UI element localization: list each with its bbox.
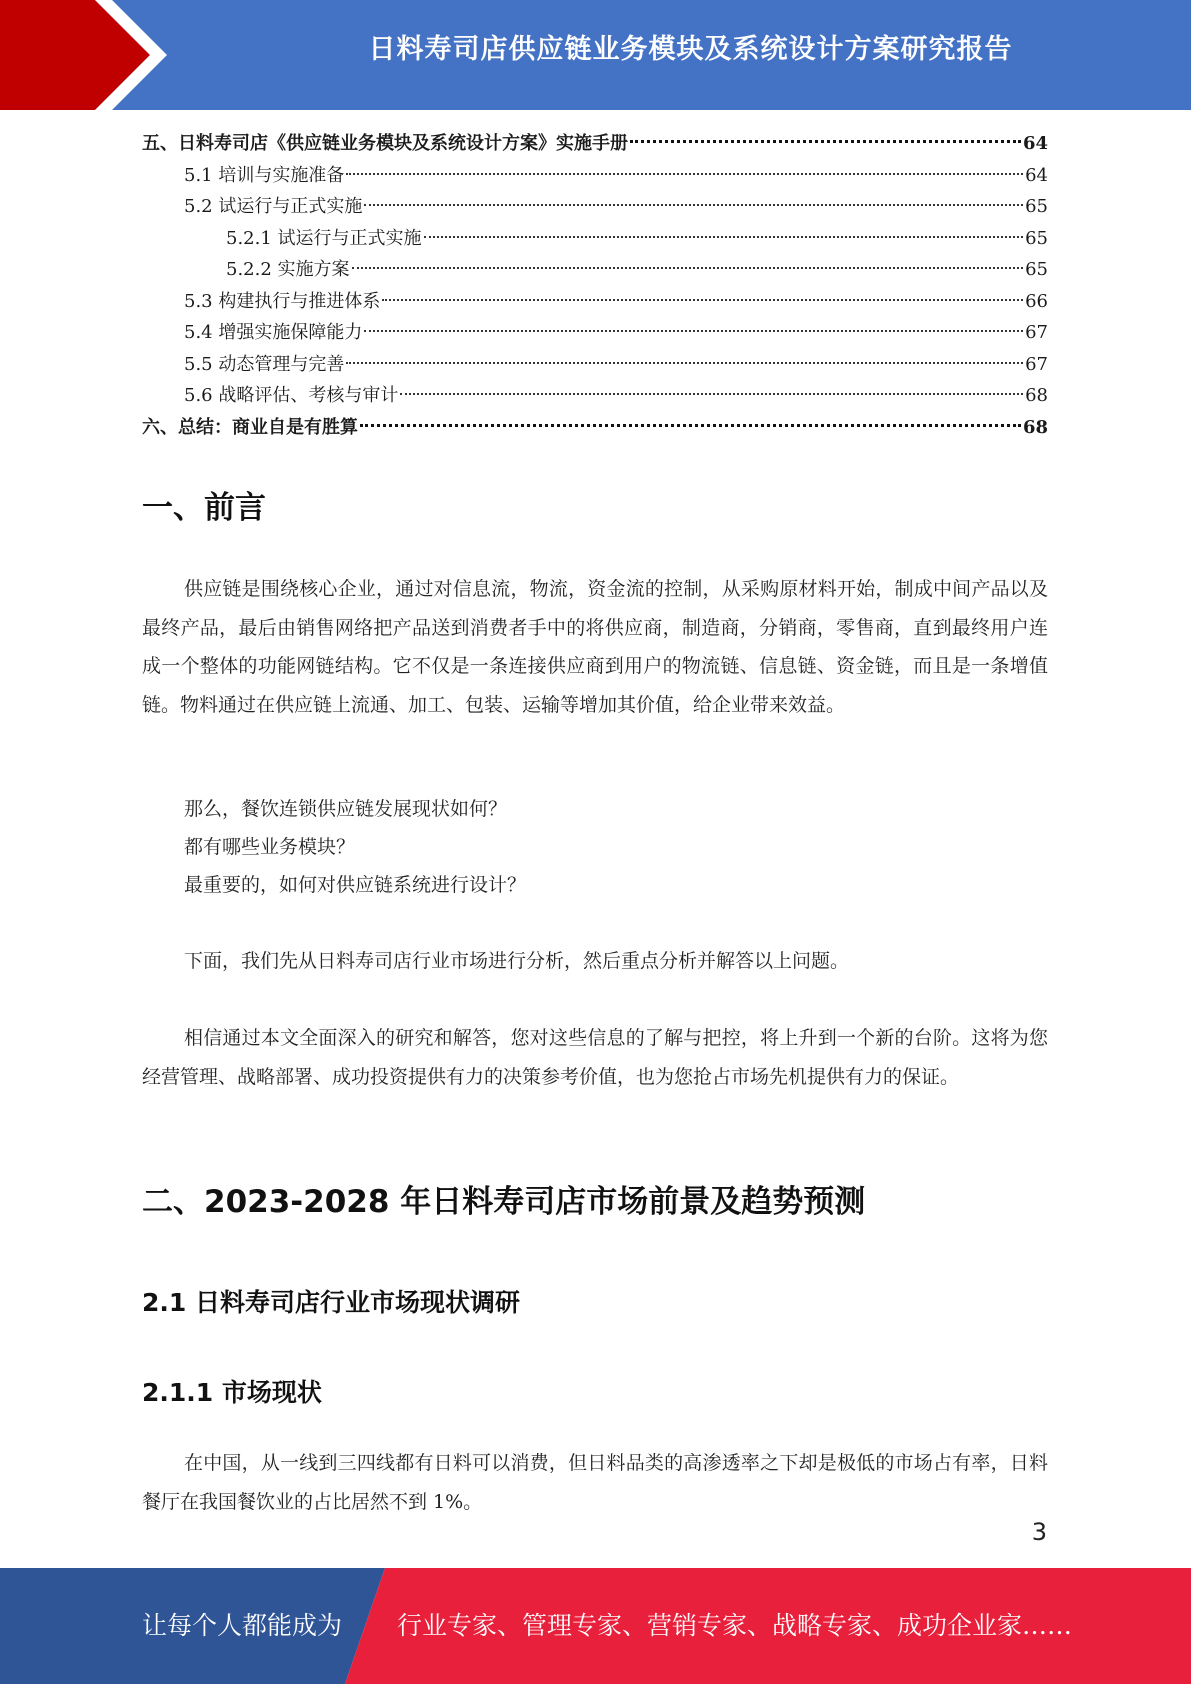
toc-entry-page: 65 bbox=[1025, 196, 1048, 217]
page-number: 3 bbox=[1031, 1518, 1047, 1546]
table-of-contents bbox=[142, 128, 1048, 443]
toc-entry[interactable] bbox=[142, 317, 1048, 349]
paragraph-intro-analysis: 下面，我们先从日料寿司店行业市场进行分析，然后重点分析并解答以上问题。 bbox=[184, 950, 850, 972]
toc-dot-leader bbox=[424, 236, 1024, 238]
toc-entry[interactable] bbox=[142, 160, 1048, 192]
toc-entry-title: 5.2 试运行与正式实施 bbox=[184, 196, 363, 217]
toc-entry[interactable] bbox=[142, 223, 1048, 255]
toc-dot-leader bbox=[630, 140, 1021, 143]
toc-entry-page: 67 bbox=[1025, 322, 1048, 343]
toc-entry-title: 六、总结：商业自是有胜算 bbox=[142, 416, 358, 438]
toc-dot-leader bbox=[346, 173, 1023, 175]
subsection-heading-market-status: 2.1.1 市场现状 bbox=[142, 1378, 322, 1407]
page-footer bbox=[0, 1568, 1191, 1684]
toc-dot-leader bbox=[364, 204, 1023, 206]
subsection-heading-market-survey: 2.1 日料寿司店行业市场现状调研 bbox=[142, 1288, 520, 1317]
paragraph-value-statement: 相信通过本文全面深入的研究和解答，您对这些信息的了解与把控，将上升到一个新的台阶。这将为您经营管理、战略部署、成功投资提供有力的决策参考价值，也为您抢占市场先机提供有力的保证。 bbox=[142, 1027, 1048, 1088]
toc-entry-page: 64 bbox=[1025, 164, 1048, 186]
toc-entry-page: 65 bbox=[1025, 227, 1048, 249]
section-heading-market-outlook: 二、2023-2028 年日料寿司店市场前景及趋势预测 bbox=[142, 1184, 866, 1220]
question-line: 那么，餐饮连锁供应链发展现状如何？ bbox=[184, 798, 508, 820]
document-title: 日料寿司店供应链业务模块及系统设计方案研究报告 bbox=[368, 34, 1013, 65]
toc-entry-title: 5.1 培训与实施准备 bbox=[184, 164, 345, 186]
question-line: 都有哪些业务模块？ bbox=[184, 836, 356, 858]
toc-entry[interactable] bbox=[142, 254, 1048, 286]
toc-entry-title: 5.3 构建执行与推进体系 bbox=[184, 290, 381, 312]
footer-slogan-right: 行业专家、管理专家、营销专家、战略专家、成功企业家…… bbox=[397, 1611, 1073, 1640]
toc-entry-page: 64 bbox=[1022, 133, 1048, 154]
toc-dot-leader bbox=[346, 362, 1023, 364]
toc-dot-leader bbox=[364, 330, 1023, 332]
paragraph-market-status: 在中国，从一线到三四线都有日料可以消费，但日料品类的高渗透率之下却是极低的市场占有率，日料餐厅在我国餐饮业的占比居然不到 1%。 bbox=[142, 1452, 1048, 1513]
question-line: 最重要的，如何对供应链系统进行设计？ bbox=[184, 874, 527, 896]
toc-entry[interactable] bbox=[142, 191, 1048, 223]
toc-dot-leader bbox=[352, 267, 1024, 269]
footer-slogan-left: 让每个人都能成为 bbox=[142, 1611, 343, 1640]
toc-entry[interactable] bbox=[142, 380, 1048, 412]
toc-dot-leader bbox=[382, 299, 1023, 301]
toc-entry[interactable] bbox=[142, 286, 1048, 318]
toc-entry[interactable] bbox=[142, 412, 1048, 444]
toc-dot-leader bbox=[360, 424, 1021, 427]
toc-entry-title: 五、日料寿司店《供应链业务模块及系统设计方案》实施手册 bbox=[142, 133, 628, 154]
toc-entry-title: 5.4 增强实施保障能力 bbox=[184, 322, 363, 343]
toc-entry[interactable] bbox=[142, 349, 1048, 381]
toc-entry-title: 5.5 动态管理与完善 bbox=[184, 353, 345, 375]
toc-entry-page: 66 bbox=[1025, 290, 1048, 312]
toc-entry-title: 5.6 战略评估、考核与审计 bbox=[184, 385, 399, 406]
page-header bbox=[0, 0, 1191, 110]
toc-entry-page: 68 bbox=[1025, 385, 1048, 406]
toc-entry-page: 65 bbox=[1025, 259, 1048, 280]
section-heading-preface: 一、前言 bbox=[142, 490, 266, 526]
toc-entry[interactable] bbox=[142, 128, 1048, 160]
toc-entry-page: 67 bbox=[1025, 353, 1048, 375]
toc-entry-title: 5.2.2 实施方案 bbox=[226, 259, 350, 280]
toc-entry-title: 5.2.1 试运行与正式实施 bbox=[226, 227, 422, 249]
toc-dot-leader bbox=[400, 393, 1023, 395]
toc-entry-page: 68 bbox=[1022, 416, 1048, 438]
paragraph-supply-chain-definition: 供应链是围绕核心企业，通过对信息流，物流，资金流的控制，从采购原材料开始，制成中间产品以及最终产品，最后由销售网络把产品送到消费者手中的将供应商，制造商，分销商，零售商，直到最终用户连成一个整体的功能网链结构。它不仅是一条连接供应商到用户的物流链、信息链、资金链，而且是一条增值链。物料通过在供应链上流通、加工、包装、运输等增加其价值，给企业带来效益。 bbox=[142, 578, 1048, 716]
